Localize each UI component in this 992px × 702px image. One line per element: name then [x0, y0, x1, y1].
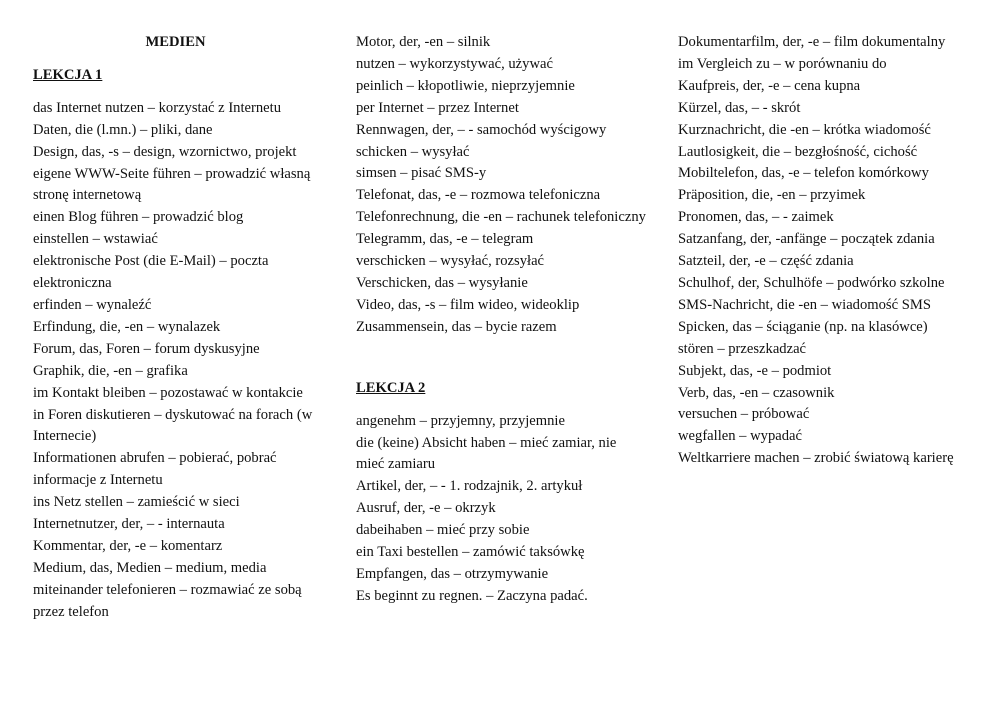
vocab-entry: Rennwagen, der, – - samochód wyścigowy	[356, 121, 607, 138]
vocab-entry: Video, das, -s – film wideo, wideoklip	[356, 296, 580, 313]
column-1	[33, 32, 323, 624]
vocab-entry: Telefonat, das, -e – rozmowa telefoniczna	[356, 187, 601, 204]
vocab-entry: Artikel, der, – - 1. rodzajnik, 2. artykuł	[356, 478, 583, 495]
vocab-entry: Daten, die (l.mn.) – pliki, dane	[33, 121, 213, 138]
vocab-entry: Schulhof, der, Schulhöfe – podwórko szkolne	[678, 274, 945, 291]
vocab-entry: einen Blog führen – prowadzić blog	[33, 209, 244, 226]
vocab-entry: Internetnutzer, der, – - internauta	[33, 516, 225, 533]
lesson-1-heading: LEKCJA 1	[33, 66, 103, 83]
vocab-entry: Empfangen, das – otrzymywanie	[356, 565, 549, 582]
vocab-entry: Satzteil, der, -e – część zdania	[678, 253, 854, 270]
vocab-entry: Verschicken, das – wysyłanie	[356, 274, 528, 291]
vocab-entry: Kurznachricht, die -en – krótka wiadomość	[678, 121, 931, 138]
lesson-2-list-a	[356, 411, 646, 608]
vocab-entry: einstellen – wstawiać	[33, 231, 158, 248]
vocab-entry: Lautlosigkeit, die – bezgłośność, cichość	[678, 143, 918, 160]
vocab-entry: Erfindung, die, -en – wynalazek	[33, 318, 221, 335]
vocab-entry: Pronomen, das, – - zaimek	[678, 209, 834, 226]
vocab-entry: schicken – wysyłać	[356, 143, 470, 160]
vocab-entry: ins Netz stellen – zamieścić w sieci	[33, 494, 240, 511]
vocab-entry: Design, das, -s – design, wzornictwo, projekt	[33, 143, 297, 160]
vocab-entry: stören – przeszkadzać	[678, 340, 807, 357]
vocab-entry: Kommentar, der, -e – komentarz	[33, 537, 223, 554]
lesson-2-list-b	[678, 32, 968, 470]
vocab-entry: die (keine) Absicht haben – mieć zamiar, nie mieć zamiaru	[356, 434, 617, 473]
vocab-entry: peinlich – kłopotliwie, nieprzyjemnie	[356, 77, 575, 94]
vocab-entry: Spicken, das – ściąganie (np. na klasówce)	[678, 318, 928, 335]
vocab-entry: Dokumentarfilm, der, -e – film dokumentalny	[678, 34, 946, 50]
column-2	[356, 32, 646, 608]
vocab-entry: Kürzel, das, – - skrót	[678, 99, 801, 116]
vocab-entry: SMS-Nachricht, die -en – wiadomość SMS	[678, 296, 931, 313]
vocab-entry: Telegramm, das, -e – telegram	[356, 231, 534, 248]
page-title: MEDIEN	[145, 34, 206, 50]
lesson-1-list-b	[356, 32, 646, 339]
vocab-entry: in Foren diskutieren – dyskutować na forach (w Internecie)	[33, 406, 313, 445]
vocab-entry: elektronische Post (die E-Mail) – poczta elektroniczna	[33, 253, 269, 292]
vocab-entry: Mobiltelefon, das, -e – telefon komórkowy	[678, 165, 929, 182]
vocab-entry: Weltkarriere machen – zrobić światową karierę	[678, 450, 954, 467]
vocab-entry: Präposition, die, -en – przyimek	[678, 187, 866, 204]
vocab-entry: miteinander telefonieren – rozmawiać ze sobą przez telefon	[33, 581, 302, 620]
vocab-entry: Subjekt, das, -e – podmiot	[678, 362, 832, 379]
column-3	[678, 32, 968, 470]
vocab-entry: dabeihaben – mieć przy sobie	[356, 522, 530, 539]
vocab-entry: wegfallen – wypadać	[678, 428, 802, 445]
vocab-entry: versuchen – próbować	[678, 406, 810, 423]
vocab-entry: ein Taxi bestellen – zamówić taksówkę	[356, 544, 585, 561]
lesson-1-list-a	[33, 98, 323, 624]
vocab-entry: Forum, das, Foren – forum dyskusyjne	[33, 340, 260, 357]
vocab-entry: Zusammensein, das – bycie razem	[356, 318, 557, 335]
vocab-entry: Satzanfang, der, -anfänge – początek zdania	[678, 231, 935, 248]
vocab-entry: Graphik, die, -en – grafika	[33, 362, 188, 379]
vocab-entry: nutzen – wykorzystywać, używać	[356, 55, 553, 72]
vocab-entry: im Vergleich zu – w porównaniu do	[678, 55, 887, 72]
vocab-entry: erfinden – wynaleźć	[33, 296, 152, 313]
vocab-entry: Medium, das, Medien – medium, media	[33, 559, 267, 576]
vocab-entry: verschicken – wysyłać, rozsyłać	[356, 253, 545, 270]
vocab-entry: im Kontakt bleiben – pozostawać w kontakcie	[33, 384, 303, 401]
vocab-entry: Telefonrechnung, die -en – rachunek telefoniczny	[356, 209, 646, 226]
vocab-entry: Ausruf, der, -e – okrzyk	[356, 500, 496, 517]
vocab-entry: per Internet – przez Internet	[356, 99, 519, 116]
vocab-entry: Informationen abrufen – pobierać, pobrać informacje z Internetu	[33, 450, 277, 489]
vocab-entry: Motor, der, -en – silnik	[356, 34, 491, 50]
vocab-entry: eigene WWW-Seite führen – prowadzić własną stronę internetową	[33, 165, 311, 204]
vocab-entry: Kaufpreis, der, -e – cena kupna	[678, 77, 861, 94]
vocab-entry: das Internet nutzen – korzystać z Internetu	[33, 99, 281, 116]
vocab-entry: angenehm – przyjemny, przyjemnie	[356, 412, 565, 429]
vocab-entry: Verb, das, -en – czasownik	[678, 384, 835, 401]
vocab-entry: Es beginnt zu regnen. – Zaczyna padać.	[356, 587, 588, 604]
lesson-2-heading: LEKCJA 2	[356, 379, 426, 396]
vocab-entry: simsen – pisać SMS-y	[356, 165, 487, 182]
